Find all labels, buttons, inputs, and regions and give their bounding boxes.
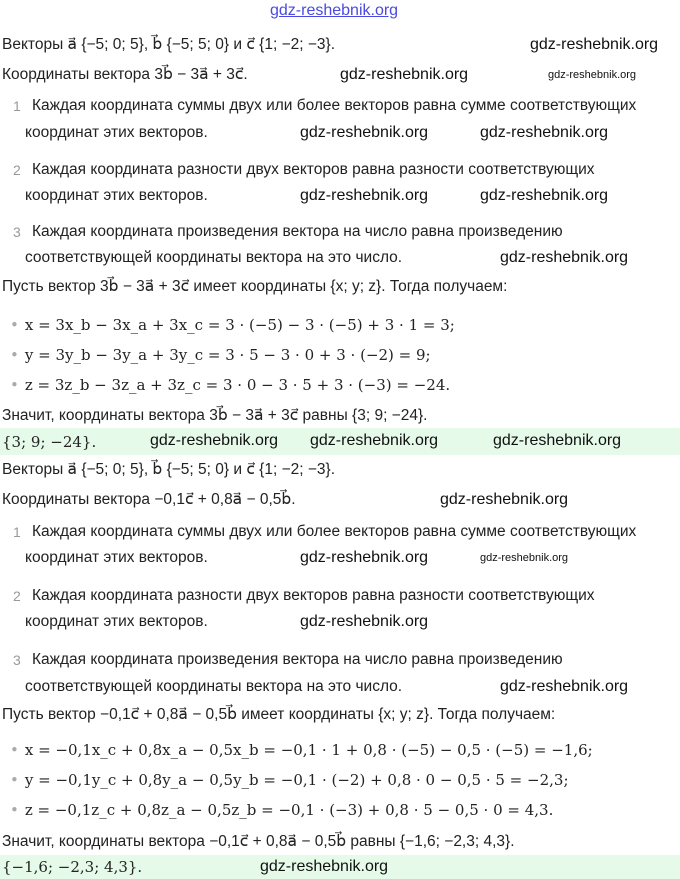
rule-number: 2 — [13, 162, 21, 178]
watermark: gdz-reshebnik.org — [530, 36, 659, 53]
watermark: gdz-reshebnik.org — [440, 491, 569, 508]
watermark: gdz-reshebnik.org — [480, 187, 609, 204]
watermark: gdz-reshebnik.org — [310, 432, 439, 449]
watermark: gdz-reshebnik.org — [480, 124, 609, 141]
rule-text: координат этих векторов. — [25, 124, 208, 141]
conclusion: Значит, координаты вектора −0,1c⃗ + 0,8a⃗ − 0,5b⃗ равны {−1,6; −2,3; 4,3}. — [2, 833, 515, 850]
given-vectors: Векторы a⃗ {−5; 0; 5}, b⃗ {−5; 5; 0} и c⃗ {1; −2; −3}. — [2, 36, 336, 53]
watermark: gdz-reshebnik.org — [300, 549, 429, 566]
rule-number: 3 — [13, 224, 21, 240]
watermark: gdz-reshebnik.org — [340, 66, 469, 83]
rule-text: Каждая координата разности двух векторов равна разности соответствующих — [32, 587, 595, 604]
step-z: • z = −0,1z_c + 0,8z_a − 0,5z_b = −0,1 · (−3) + 0,8 · 5 − 0,5 · 0 = 4,3. — [10, 801, 554, 819]
rule-number: 2 — [13, 588, 21, 604]
watermark: gdz-reshebnik.org — [300, 187, 429, 204]
rule-text: Каждая координата суммы двух или более векторов равна сумме соответствующих — [32, 97, 637, 114]
conclusion: Значит, координаты вектора 3b⃗ − 3a⃗ + 3c⃗ равны {3; 9; −24}. — [2, 407, 428, 424]
watermark: gdz-reshebnik.org — [548, 69, 637, 81]
step-y: • y = 3y_b − 3y_a + 3y_c = 3 · 5 − 3 · 0 + 3 · (−2) = 9; — [10, 346, 431, 364]
task-text: Координаты вектора 3b⃗ − 3a⃗ + 3c⃗. — [2, 66, 248, 83]
watermark: gdz-reshebnik.org — [493, 432, 622, 449]
watermark: gdz-reshebnik.org — [500, 249, 629, 266]
task-text: Координаты вектора −0,1c⃗ + 0,8a⃗ − 0,5b⃗. — [2, 491, 296, 508]
watermark-link[interactable]: gdz-reshebnik.org — [270, 2, 399, 19]
rule-text: координат этих векторов. — [25, 613, 208, 630]
rule-number: 1 — [13, 98, 21, 114]
watermark: gdz-reshebnik.org — [500, 678, 629, 695]
watermark: gdz-reshebnik.org — [480, 552, 569, 564]
rule-text: Каждая координата произведения вектора на число равна произведению — [32, 223, 563, 240]
step-z: • z = 3z_b − 3z_a + 3z_c = 3 · 0 − 3 · 5 + 3 · (−3) = −24. — [10, 376, 451, 394]
rule-text: соответствующей координаты вектора на это число. — [25, 678, 403, 695]
rule-text: соответствующей координаты вектора на это число. — [25, 249, 403, 266]
watermark: gdz-reshebnik.org — [150, 432, 279, 449]
step-y: • y = −0,1y_c + 0,8y_a − 0,5y_b = −0,1 · (−2) + 0,8 · 0 − 0,5 · 5 = −2,3; — [10, 771, 569, 789]
answer-text: {3; 9; −24}. — [2, 433, 97, 451]
rule-number: 1 — [13, 524, 21, 540]
step-x: • x = 3x_b − 3x_a + 3x_c = 3 · (−5) − 3 · (−5) + 3 · 1 = 3; — [10, 316, 455, 334]
rule-text: координат этих векторов. — [25, 549, 208, 566]
watermark: gdz-reshebnik.org — [260, 858, 389, 875]
given-vectors: Векторы a⃗ {−5; 0; 5}, b⃗ {−5; 5; 0} и c⃗ {1; −2; −3}. — [2, 461, 336, 478]
rule-text: Каждая координата суммы двух или более векторов равна сумме соответствующих — [32, 523, 637, 540]
rule-text: Каждая координата произведения вектора на число равна произведению — [32, 651, 563, 668]
rule-number: 3 — [13, 652, 21, 668]
watermark: gdz-reshebnik.org — [300, 613, 429, 630]
watermark: gdz-reshebnik.org — [300, 124, 429, 141]
step-x: • x = −0,1x_c + 0,8x_a − 0,5x_b = −0,1 · 1 + 0,8 · (−5) − 0,5 · (−5) = −1,6; — [10, 741, 593, 759]
let-statement: Пусть вектор 3b⃗ − 3a⃗ + 3c⃗ имеет координаты {x; y; z}. Тогда получаем: — [2, 278, 508, 295]
rule-text: координат этих векторов. — [25, 187, 208, 204]
rule-text: Каждая координата разности двух векторов равна разности соответствующих — [32, 161, 595, 178]
answer-text: {−1,6; −2,3; 4,3}. — [2, 858, 143, 876]
let-statement: Пусть вектор −0,1c⃗ + 0,8a⃗ − 0,5b⃗ имеет координаты {x; y; z}. Тогда получаем: — [2, 706, 556, 723]
